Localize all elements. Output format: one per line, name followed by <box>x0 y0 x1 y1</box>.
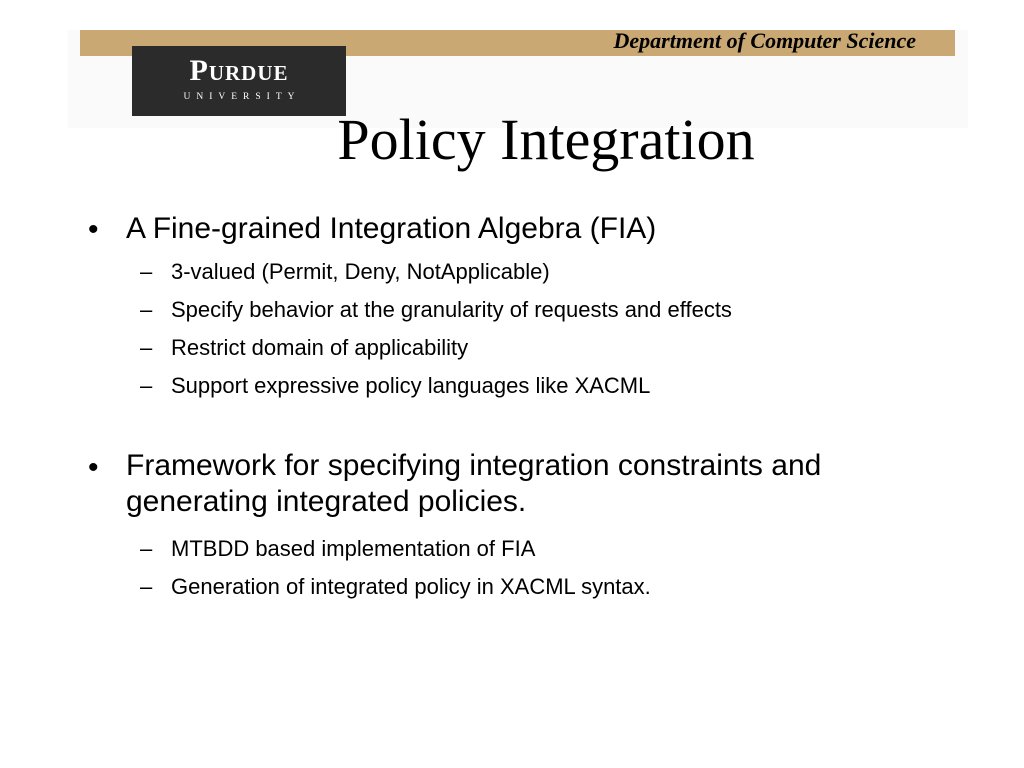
sub-bullet-item: Generation of integrated policy in XACML syntax. <box>171 574 651 599</box>
bullet-item: Framework for specifying integration constraints and generating integrated policies. <box>126 449 822 518</box>
sub-bullet-marker: – <box>140 373 153 398</box>
sub-bullet-item: Support expressive policy languages like XACML <box>171 373 651 398</box>
sub-bullet-item: 3-valued (Permit, Deny, NotApplicable) <box>171 259 550 284</box>
sub-bullet-item: Specify behavior at the granularity of requests and effects <box>171 297 732 322</box>
bullet-item: A Fine-grained Integration Algebra (FIA) <box>126 212 657 245</box>
slide-title: Policy Integration <box>337 107 755 172</box>
logo-wordmark: Purdue <box>189 54 289 87</box>
department-label: Department of Computer Science <box>613 28 916 53</box>
sub-bullet-marker: – <box>140 259 153 284</box>
sub-bullet-marker: – <box>140 536 153 561</box>
sub-bullet-item: MTBDD based implementation of FIA <box>171 536 536 561</box>
logo-subtitle: UNIVERSITY <box>183 92 301 102</box>
bullet-marker: • <box>88 451 99 484</box>
sub-bullet-item: Restrict domain of applicability <box>171 335 469 360</box>
sub-bullet-marker: – <box>140 297 153 322</box>
sub-bullet-marker: – <box>140 335 153 360</box>
sub-bullet-marker: – <box>140 574 153 599</box>
bullet-marker: • <box>88 213 99 246</box>
